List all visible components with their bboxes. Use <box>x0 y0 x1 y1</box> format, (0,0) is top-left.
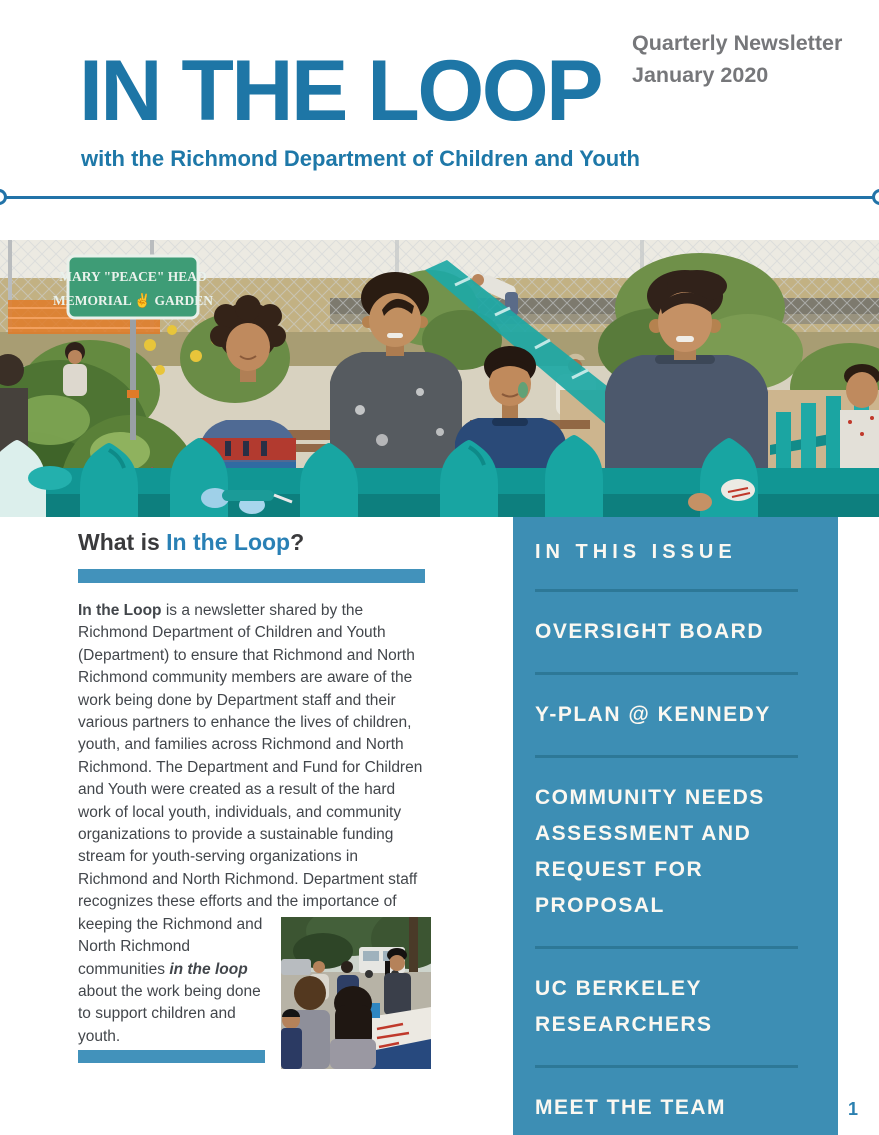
body-seg3: about the work being done to support children and youth. <box>78 982 261 1045</box>
hero-photo-illustration <box>0 240 879 517</box>
sidebar-item-meet-the-team[interactable]: MEET THE TEAM <box>535 1096 726 1119</box>
outreach-photo-illustration <box>281 917 431 1069</box>
article-what-is-in-the-loop <box>78 529 425 1073</box>
sidebar-divider <box>535 589 798 592</box>
sidebar-divider <box>535 946 798 949</box>
accent-bar-top <box>78 569 425 583</box>
accent-bar-bottom <box>78 1050 265 1063</box>
sign-line1: MARY "PEACE" HEAD <box>59 269 207 284</box>
sidebar-item-community-needs[interactable]: COMMUNITY NEEDS ASSESSMENT AND REQUEST FOR PROPOSAL <box>535 786 765 917</box>
sidebar-divider <box>535 755 798 758</box>
divider-line <box>0 196 879 199</box>
divider-ring-left-icon <box>0 189 7 205</box>
sidebar-divider <box>535 1065 798 1068</box>
sign-line2: MEMORIAL ✌ GARDEN <box>52 293 214 308</box>
article-heading <box>78 529 425 556</box>
sidebar-title: IN THIS ISSUE <box>535 541 737 563</box>
sidebar-divider <box>535 672 798 675</box>
in-this-issue-sidebar <box>513 517 838 1135</box>
body-seg1: is a newsletter shared by the Richmond Department of Children and Youth (Department) to ensure that Richmond and North Richmond community members are aware of the work being done by Department staff and their various partners to enhance the lives of children, youth, and families across Richmond and North Richmond. The Department and Fund for Children and Youth were created as a result of the hard work of local youth, individuals, and community organizations to provide a sustainable funding stream for youth-serving organizations in Richmond and North Richmond. Department staff recognizes these efforts and the <box>78 602 423 911</box>
sidebar-item-oversight-board[interactable]: OVERSIGHT BOARD <box>535 620 765 643</box>
sidebar-item-uc-berkeley[interactable]: UC BERKELEY RESEARCHERS <box>535 977 713 1036</box>
issue-type: Quarterly Newsletter <box>632 31 843 55</box>
heading-suffix: ? <box>290 529 305 555</box>
newsletter-title: IN THE LOOP <box>79 43 601 139</box>
page-number: 1 <box>848 1099 859 1119</box>
issue-meta <box>632 27 842 91</box>
article-body <box>78 600 425 1048</box>
heading-prefix: What is <box>78 529 167 555</box>
issue-date: January 2020 <box>632 63 769 87</box>
heading-highlight: In the Loop <box>166 529 291 555</box>
divider-ring-right-icon <box>872 189 879 205</box>
sidebar-item-y-plan-kennedy[interactable]: Y-PLAN @ KENNEDY <box>535 703 771 726</box>
outreach-photo <box>281 917 431 1069</box>
body-italic: in the loop <box>169 960 248 978</box>
hero-photo <box>0 240 879 517</box>
header-divider <box>0 189 879 205</box>
body-lead: In the Loop <box>78 602 162 619</box>
newsletter-subtitle: with the Richmond Department of Children and Youth <box>81 146 640 171</box>
body-seg2: importance of keeping the Richmond and North Richmond communities <box>78 893 397 978</box>
